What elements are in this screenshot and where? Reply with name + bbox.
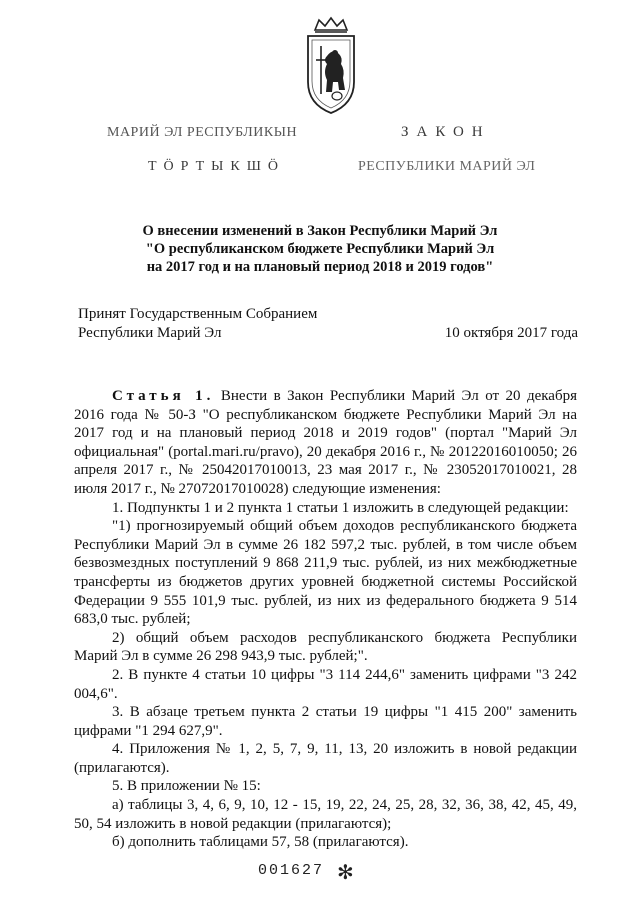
law-title-line2: "О республиканском бюджете Республики Марий Эл (145, 241, 495, 257)
article-body (74, 387, 577, 852)
adopted-by-line1: Принят Государственным Собранием (78, 306, 318, 322)
law-title-line1: О внесении изменений в Закон Республики Марий Эл (142, 223, 498, 239)
law-title (60, 222, 580, 276)
article-item: 1. Подпункты 1 и 2 пункта 1 статьи 1 изложить в следующей редакции: (112, 499, 569, 516)
header-right-line1: ЗАКОН (401, 124, 491, 140)
coat-of-arms-emblem (303, 16, 359, 116)
article-label: Статья 1. (112, 388, 215, 404)
article-intro (74, 387, 577, 499)
adoption-date: 10 октября 2017 года (444, 325, 578, 341)
adopted-by-line2: Республики Марий Эл (78, 325, 222, 341)
header-left-line1: МАРИЙ ЭЛ РЕСПУБЛИКЫН (107, 125, 298, 140)
header-right-line2: РЕСПУБЛИКИ МАРИЙ ЭЛ (358, 159, 536, 174)
article-item: 4. Приложения № 1, 2, 5, 7, 9, 11, 13, 20 изложить в новой редакции (прилагаются). (74, 741, 577, 776)
article-item: а) таблицы 3, 4, 6, 9, 10, 12 - 15, 19, 22, 24, 25, 28, 32, 36, 38, 42, 45, 49, 50, 54 изложить в новой редакции (прилагаются); (74, 797, 577, 832)
article-item: 2. В пункте 4 статьи 10 цифры "3 114 244,6" заменить цифрами "3 242 004,6". (74, 666, 577, 702)
article-item: б) дополнить таблицами 57, 58 (прилагаются). (112, 834, 409, 851)
adoption-block (78, 305, 578, 343)
article-item: 5. В приложении № 15: (112, 778, 261, 795)
article-item: 3. В абзаце третьем пункта 2 статьи 19 цифры "1 415 200" заменить цифрами "1 294 627,9". (74, 704, 577, 739)
asterisk-mark: ✻ (337, 862, 354, 884)
article-item: "1) прогнозируемый общий объем доходов республиканского бюджета Республики Марий Эл в сумме 26 182 597,2 тыс. рублей, в том числе объем безвозмездных поступлений 9 868 211,9 тыс. рублей, из них межбюджетные трансферты из бюджетов других уровней бюджетной системы Российской Федерации 9 555 101,9 тыс. рублей, из них из федерального бюджета 9 514 683,0 тыс. рублей; (74, 518, 577, 628)
document-serial-number: 001627 (258, 862, 325, 879)
article-intro-text: Внести в Закон Республики Марий Эл от 20 декабря 2016 года № 50-З "О республиканском бюджете Республики Марий Эл на 2017 год и на плановый период 2018 и 2019 годов" (портал "Марий Эл официальная" (portal.mari.ru/pravo), 20 декабря 2016 г., № 20122016010050; 26 апреля 2017 г., № 25042017010013, 23 мая 2017 г., № 23052017010021, 28 июля 2017 г., № 27072017010028) следующие изменения: (74, 388, 577, 497)
article-item: 2) общий объем расходов республиканского бюджета Республики Марий Эл в сумме 26 298 943,9 тыс. рублей;". (74, 629, 577, 665)
header-left-line2: ТӦРТЫКШӦ (148, 159, 285, 174)
law-title-line3: на 2017 год и на плановый период 2018 и 2019 годов" (146, 259, 494, 275)
